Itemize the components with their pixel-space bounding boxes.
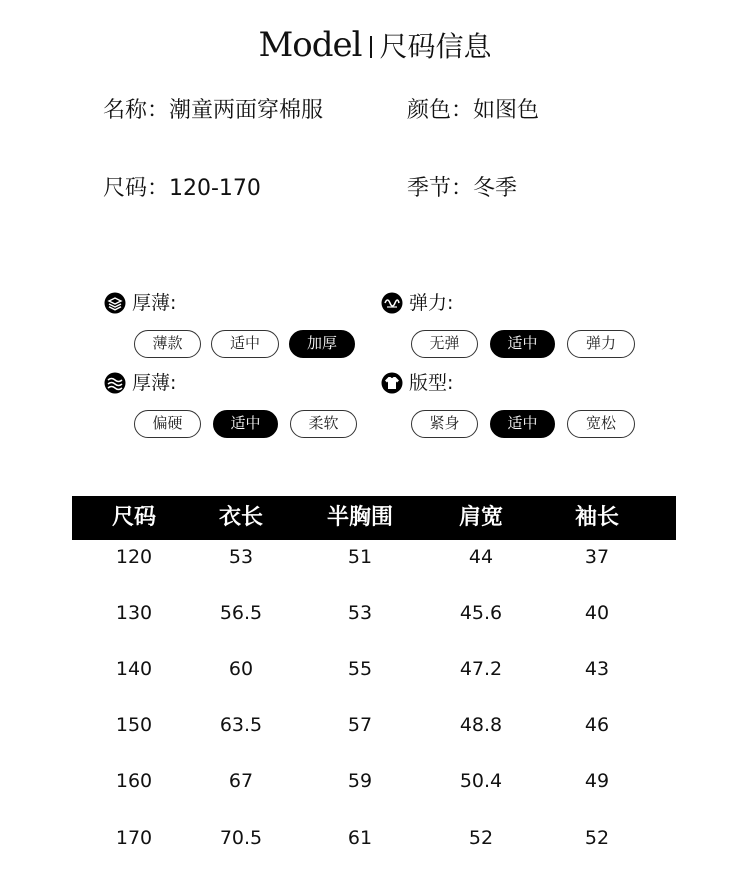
table-cell: 37 (584, 546, 610, 568)
attr-thickness (104, 290, 176, 316)
attr-label: 弹力: (409, 292, 454, 314)
table-cell: 49 (584, 770, 610, 792)
layers-icon (104, 292, 126, 314)
header-length: 衣长 (218, 505, 263, 530)
header-half-chest: 半胸围 (326, 505, 393, 530)
stretch-icon (381, 292, 403, 314)
header-shoulder: 肩宽 (458, 505, 503, 530)
option-loose: 宽松 (567, 410, 635, 438)
table-cell: 52 (468, 827, 494, 849)
attr-elasticity (381, 290, 453, 316)
option-tight: 紧身 (411, 410, 478, 438)
size-table-header (72, 496, 676, 540)
option-medium-selected: 适中 (490, 330, 555, 358)
table-cell: 70.5 (219, 827, 263, 849)
attr-label: 版型: (409, 372, 454, 394)
table-cell: 160 (115, 770, 153, 792)
table-cell: 51 (347, 546, 373, 568)
attr-label: 厚薄: (132, 292, 177, 314)
option-soft: 柔软 (290, 410, 357, 438)
table-cell: 57 (347, 714, 373, 736)
product-size: 尺码：120-170 (103, 176, 261, 201)
option-thin: 薄款 (134, 330, 201, 358)
table-cell: 150 (115, 714, 153, 736)
option-medium-selected: 适中 (213, 410, 278, 438)
header-sleeve: 袖长 (574, 505, 619, 530)
table-cell: 44 (468, 546, 494, 568)
table-cell: 45.6 (459, 602, 503, 624)
title-english: Model (258, 25, 362, 65)
page-title (0, 20, 750, 72)
table-cell: 48.8 (459, 714, 503, 736)
option-no-stretch: 无弹 (411, 330, 478, 358)
table-cell: 60 (228, 658, 254, 680)
product-color: 颜色：如图色 (407, 98, 540, 123)
table-cell: 120 (115, 546, 153, 568)
option-medium-selected: 适中 (490, 410, 555, 438)
table-cell: 59 (347, 770, 373, 792)
option-thick-selected: 加厚 (289, 330, 355, 358)
table-cell: 56.5 (219, 602, 263, 624)
table-cell: 43 (584, 658, 610, 680)
table-cell: 40 (584, 602, 610, 624)
table-cell: 55 (347, 658, 373, 680)
title-divider (370, 36, 372, 58)
table-cell: 63.5 (219, 714, 263, 736)
table-cell: 53 (228, 546, 254, 568)
attr-softness (104, 370, 176, 396)
attr-fit (381, 370, 453, 396)
table-cell: 61 (347, 827, 373, 849)
option-medium: 适中 (211, 330, 279, 358)
table-cell: 46 (584, 714, 610, 736)
table-cell: 130 (115, 602, 153, 624)
table-cell: 50.4 (459, 770, 503, 792)
title-chinese: 尺码信息 (379, 30, 492, 63)
option-stretch: 弹力 (567, 330, 635, 358)
softness-icon (104, 372, 126, 394)
table-cell: 53 (347, 602, 373, 624)
table-cell: 140 (115, 658, 153, 680)
option-stiff: 偏硬 (134, 410, 201, 438)
table-cell: 52 (584, 827, 610, 849)
header-size: 尺码 (111, 505, 156, 530)
attr-label: 厚薄: (132, 372, 177, 394)
product-name: 名称：潮童两面穿棉服 (103, 98, 324, 123)
table-cell: 67 (228, 770, 254, 792)
table-cell: 47.2 (459, 658, 503, 680)
product-season: 季节：冬季 (407, 176, 518, 201)
tshirt-icon (381, 372, 403, 394)
table-cell: 170 (115, 827, 153, 849)
